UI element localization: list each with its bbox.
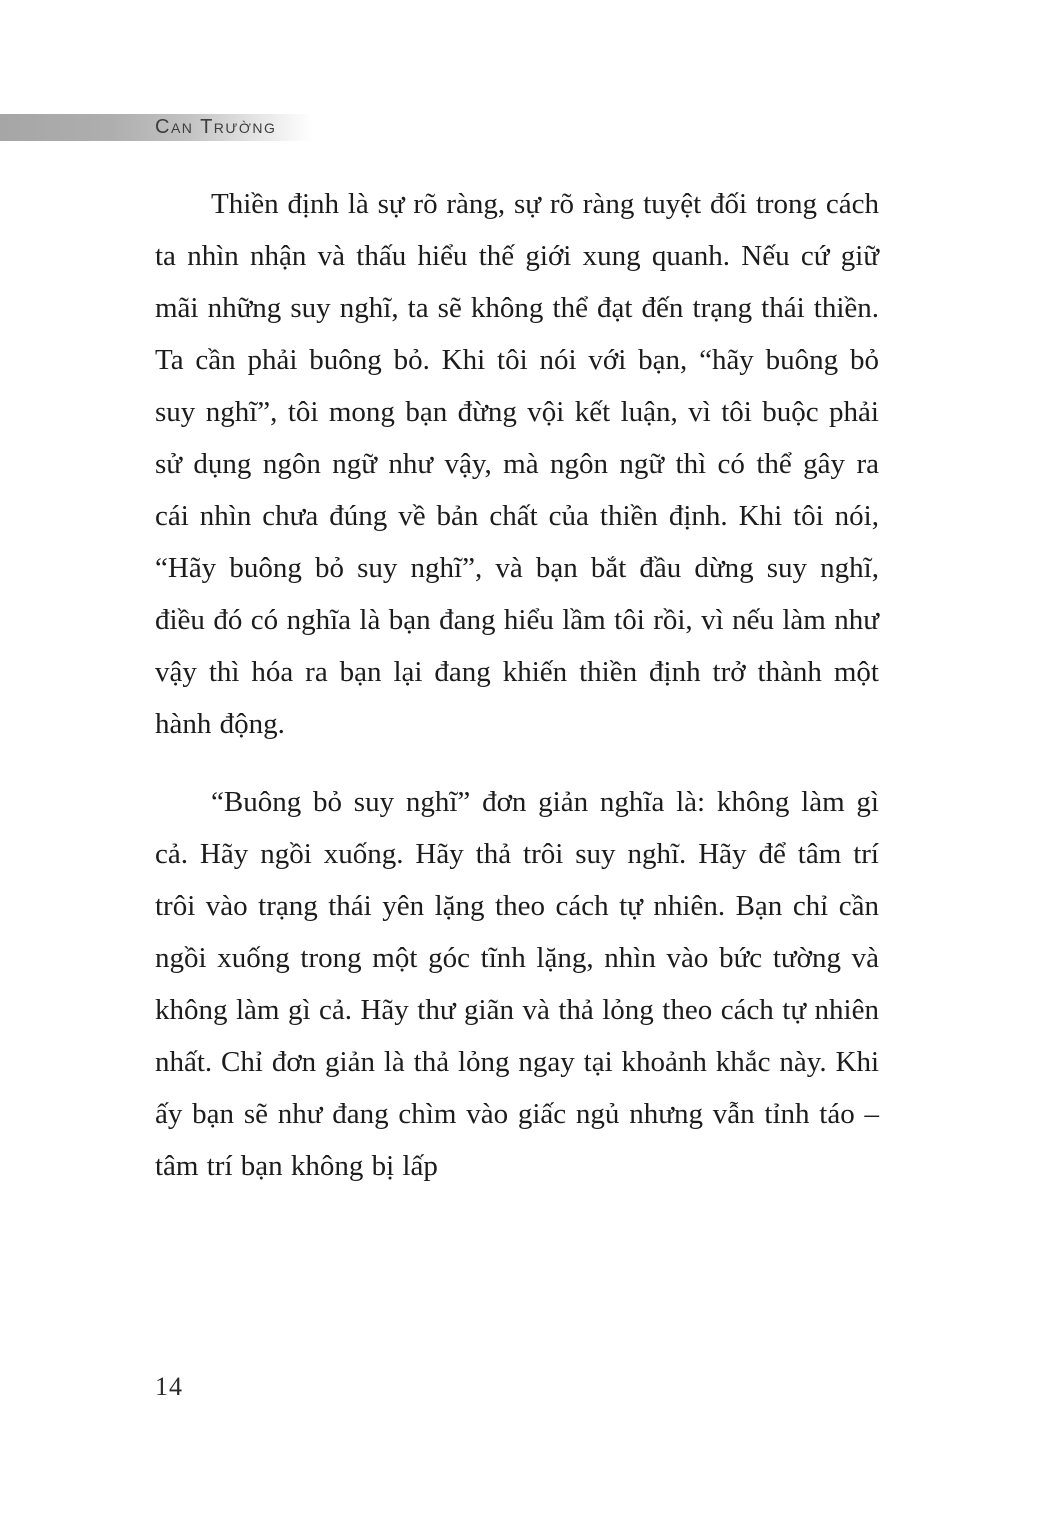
page-content [155, 178, 879, 1218]
running-header: Can Trường [155, 116, 277, 138]
paragraph-2: “Buông bỏ suy nghĩ” đơn giản nghĩa là: không làm gì cả. Hãy ngồi xuống. Hãy thả trôi suy nghĩ. Hãy để tâm trí trôi vào trạng thái yên lặng theo cách tự nhiên. Bạn chỉ cần ngồi xuống trong một góc tĩnh lặng, nhìn vào bức tường và không làm gì cả. Hãy thư giãn và thả lỏng theo cách tự nhiên nhất. Chỉ đơn giản là thả lỏng ngay tại khoảnh khắc này. Khi ấy bạn sẽ như đang chìm vào giấc ngủ nhưng vẫn tỉnh táo – tâm trí bạn không bị lấp [155, 786, 879, 1182]
paragraph-1: Thiền định là sự rõ ràng, sự rõ ràng tuyệt đối trong cách ta nhìn nhận và thấu hiểu thế giới xung quanh. Nếu cứ giữ mãi những suy nghĩ, ta sẽ không thể đạt đến trạng thái thiền. Ta cần phải buông bỏ. Khi tôi nói với bạn, “hãy buông bỏ suy nghĩ”, tôi mong bạn đừng vội kết luận, vì tôi buộc phải sử dụng ngôn ngữ như vậy, mà ngôn ngữ thì có thể gây ra cái nhìn chưa đúng về bản chất của thiền định. Khi tôi nói, “Hãy buông bỏ suy nghĩ”, và bạn bắt đầu dừng suy nghĩ, điều đó có nghĩa là bạn đang hiểu lầm tôi rồi, vì nếu làm như vậy thì hóa ra bạn lại đang khiến thiền định trở thành một hành động. [155, 188, 879, 740]
page-number: 14 [155, 1372, 183, 1401]
